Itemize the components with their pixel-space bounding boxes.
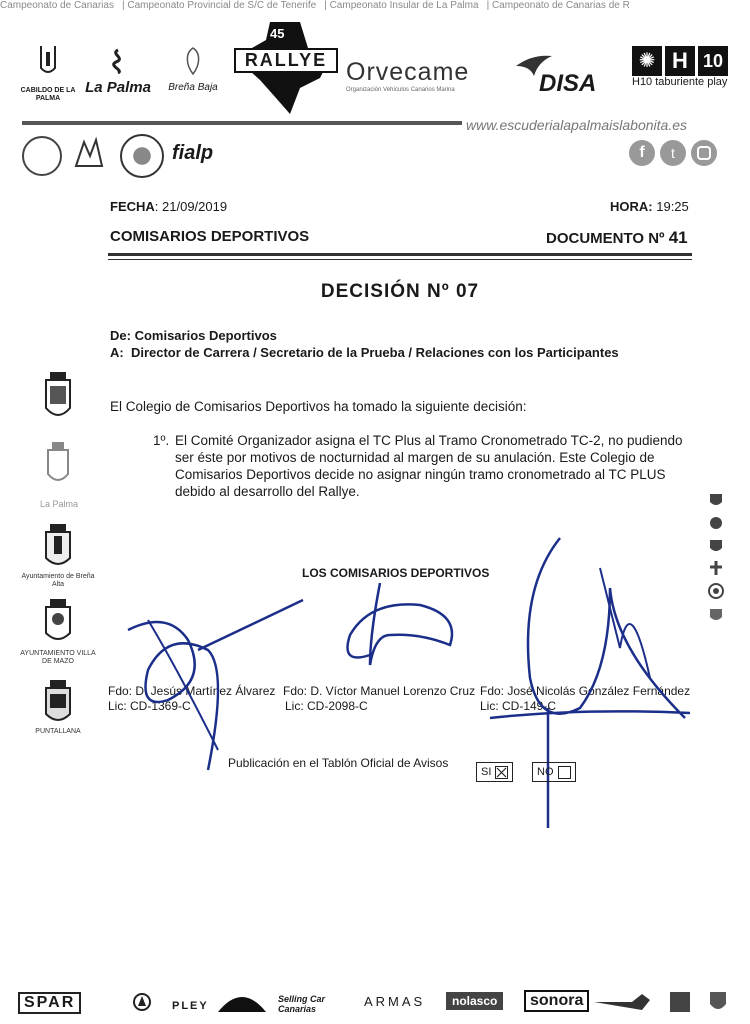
a-row: A: Director de Carrera / Secretario de la Prueba / Relaciones con los Participantes <box>110 345 619 360</box>
signer-1-name: Fdo: D. Jesús Martínez Álvarez <box>108 684 276 698</box>
crest-small-2-icon <box>706 513 726 531</box>
item-line-1: El Comité Organizador asigna el TC Plus al Tramo Cronometrado TC-2, no pudiendo <box>175 433 683 448</box>
title-divider-thin <box>108 259 692 260</box>
signer-3 <box>480 684 690 714</box>
brena-alta-label: Ayuntamiento de Breña Alta <box>21 573 95 588</box>
la-palma-shield-icon <box>40 440 76 490</box>
signer-1-lic: Lic: CD-1369-C <box>108 699 191 713</box>
canarias-dogs-icon <box>72 136 106 172</box>
villa-de-mazo-label: AYUNTAMIENTO VILLA DE MAZO <box>20 650 96 665</box>
championship-1: Campeonato de Canarias <box>0 0 114 11</box>
puntallana-label: PUNTALLANA <box>35 728 81 735</box>
championship-bar: Campeonato de Canarias | Campeonato Provincial de S/C de Tenerife | Campeonato Insular de La Palma | Campeonato de Canarias de R <box>0 0 630 11</box>
spar-tree-icon <box>132 992 152 1012</box>
nolasco-logo: nolasco <box>446 992 503 1010</box>
crest-small-3-icon <box>706 536 726 554</box>
signature-3 <box>460 528 700 828</box>
intro-text: El Colegio de Comisarios Deportivos ha tomado la siguiente decisión: <box>110 399 527 414</box>
signer-2-lic: Lic: CD-2098-C <box>285 699 368 713</box>
right-crests <box>706 492 728 628</box>
item-line-2: ser éste por motivos de nocturnidad al margen de su anulación. Este Colegio de <box>175 450 655 465</box>
signer-3-name: Fdo: José Nicolás González Fernández <box>480 684 691 698</box>
shield-logo-icon <box>668 990 692 1014</box>
title-divider-thick <box>108 253 692 256</box>
instagram-icon[interactable] <box>691 140 717 166</box>
la-palma-logo: La Palma <box>82 48 154 96</box>
crest-small-5-icon <box>706 582 726 600</box>
fecha-row: FECHA: 21/09/2019 <box>110 199 228 214</box>
crest-small-4-icon <box>706 559 726 577</box>
tool-logo-icon <box>592 990 652 1014</box>
item-line-4: debido al desarrollo del Rallye. <box>175 484 360 499</box>
escuderia-seal <box>120 134 164 178</box>
brena-baja-figure-icon <box>180 45 206 77</box>
villa-de-mazo-crest-icon <box>40 597 76 647</box>
championship-4: Campeonato de Canarias de R <box>491 0 630 11</box>
selling-car-logo: Selling Car Canarias <box>278 994 326 1014</box>
h10-logo: ✺ H 10 H10 taburiente play <box>632 48 728 88</box>
decision-title: DECISIÓN Nº 07 <box>320 281 480 302</box>
federation-crest <box>22 136 62 176</box>
twitter-icon[interactable]: t <box>660 140 686 166</box>
de-row: De: Comisarios Deportivos <box>110 328 277 343</box>
armas-logo: ARMAS <box>364 994 426 1009</box>
pley-logo: PLEY <box>172 1000 209 1012</box>
sonora-logo: sonora <box>524 990 589 1012</box>
hora-row <box>610 198 689 215</box>
website-link[interactable]: www.escuderialapalmaislabonita.es <box>466 117 688 133</box>
dome-logo-icon <box>216 988 268 1014</box>
fialp-logo: fialp <box>172 142 214 164</box>
signers-title: LOS COMISARIOS DEPORTIVOS <box>302 566 490 580</box>
flower-icon: ✺ <box>632 46 662 76</box>
facebook-icon[interactable]: f <box>629 140 655 166</box>
si-checkbox[interactable] <box>495 766 508 779</box>
crest-logo-icon <box>706 990 730 1014</box>
spar-logo: SPAR <box>18 992 81 1014</box>
cabildo-emblem-icon <box>33 42 63 82</box>
disa-logo: DISA <box>514 52 619 83</box>
si-option[interactable]: SI <box>476 762 513 782</box>
championship-3: Campeonato Insular de La Palma <box>329 0 479 11</box>
cabildo-logo: CABILDO DE LA PALMA <box>18 42 78 103</box>
rallye-logo: 45 RALLYE <box>230 18 338 118</box>
la-palma-crest-icon <box>40 370 76 426</box>
signer-3-lic: Lic: CD-149-C <box>480 699 557 713</box>
header-divider <box>22 121 462 125</box>
signer-2 <box>283 684 475 714</box>
fecha-value: 21/09/2019 <box>162 199 228 214</box>
no-option[interactable]: NO <box>532 762 576 782</box>
puntallana-crest-icon <box>40 678 76 728</box>
document-number: DOCUMENTO Nº 41 <box>546 228 688 247</box>
publication-label: Publicación en el Tablón Oficial de Avisos <box>228 756 449 770</box>
no-checkbox[interactable] <box>558 766 571 779</box>
hora-value: 19:25 <box>656 199 689 214</box>
item-number: 1º. <box>153 433 170 448</box>
fecha-label: FECHA <box>110 199 155 214</box>
la-palma-label: La Palma <box>39 499 79 509</box>
org-title: COMISARIOS DEPORTIVOS <box>110 228 310 245</box>
brena-baja-logo: Breña Baja <box>160 45 226 93</box>
item-line-3: Comisarios Deportivos decide no asignar ningún tramo cronometrado al TC PLUS <box>175 467 666 482</box>
championship-2: Campeonato Provincial de S/C de Tenerife <box>127 0 317 11</box>
decision-item <box>175 432 695 500</box>
canarias-emblem <box>72 136 106 172</box>
signature-2 <box>330 575 470 685</box>
crest-small-6-icon <box>706 605 726 623</box>
la-palma-figure-icon <box>106 48 130 74</box>
signer-2-name: Fdo: D. Víctor Manuel Lorenzo Cruz <box>283 684 476 698</box>
crest-small-1-icon <box>706 492 726 508</box>
hora-label: HORA: <box>610 199 653 214</box>
brena-alta-crest-icon <box>40 522 76 572</box>
orvecame-logo: Orvecame Organización Vehículos Canarios Marina <box>346 58 470 93</box>
signer-1 <box>108 684 275 714</box>
